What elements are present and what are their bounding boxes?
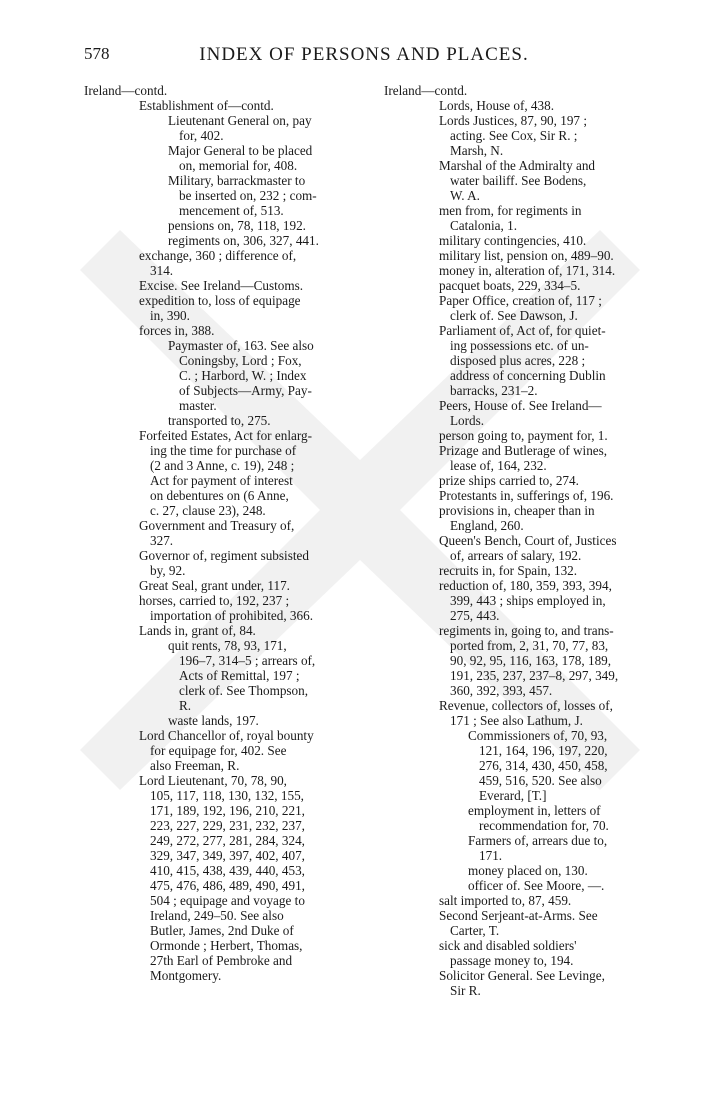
index-entry-line: Coningsby, Lord ; Fox, — [179, 353, 302, 368]
index-entry-line: Commissioners of, 70, 93, — [468, 728, 608, 743]
index-entry-line: forces in, 388. — [139, 323, 215, 338]
index-entry-line: men from, for regiments in — [439, 203, 582, 218]
index-entry-line: Ireland—contd. — [84, 83, 168, 98]
index-entry-line: pacquet boats, 229, 334–5. — [439, 278, 581, 293]
index-column-left — [84, 83, 346, 983]
index-entry-line: 27th Earl of Pembroke and — [150, 953, 293, 968]
index-entry-line: address of concerning Dublin — [450, 368, 606, 383]
index-entry-line: employment in, letters of — [468, 803, 601, 818]
index-entry-line: officer of. See Moore, —. — [468, 878, 605, 893]
index-entry-line: recruits in, for Spain, 132. — [439, 563, 578, 578]
index-entry-line: England, 260. — [450, 518, 524, 533]
index-entry-line: Government and Treasury of, — [139, 518, 295, 533]
page-number: 578 — [84, 44, 110, 63]
index-entry-line: R. — [179, 698, 192, 713]
index-entry-line: salt imported to, 87, 459. — [439, 893, 572, 908]
index-entry-line: Farmers of, arrears due to, — [468, 833, 608, 848]
index-entry-line: ing possessions etc. of un- — [450, 338, 589, 353]
index-entry-line: prize ships carried to, 274. — [439, 473, 579, 488]
index-entry-line: Lords Justices, 87, 90, 197 ; — [439, 113, 587, 128]
index-entry-line: Marshal of the Admiralty and — [439, 158, 596, 173]
index-entry-line: master. — [179, 398, 217, 413]
index-entry-line: Establishment of—contd. — [139, 98, 274, 113]
index-entry-line: 249, 272, 277, 281, 284, 324, — [150, 833, 305, 848]
index-entry-line: be inserted on, 232 ; com- — [179, 188, 317, 203]
index-entry-line: Carter, T. — [450, 923, 500, 938]
index-entry-line: water bailiff. See Bodens, — [450, 173, 587, 188]
index-entry-line: C. ; Harbord, W. ; Index — [179, 368, 307, 383]
index-entry-line: Lord Lieutenant, 70, 78, 90, — [139, 773, 287, 788]
index-entry-line: 191, 235, 237, 237–8, 297, 349, — [450, 668, 619, 683]
index-entry-line: 329, 347, 349, 397, 402, 407, — [150, 848, 305, 863]
index-entry-line: provisions in, cheaper than in — [439, 503, 595, 518]
index-entry-line: 223, 227, 229, 231, 232, 237, — [150, 818, 305, 833]
index-entry-line: pensions on, 78, 118, 192. — [168, 218, 306, 233]
index-entry-line: Acts of Remittal, 197 ; — [179, 668, 300, 683]
index-entry-line: regiments on, 306, 327, 441. — [168, 233, 319, 248]
index-entry-line: person going to, payment for, 1. — [439, 428, 608, 443]
index-entry-line: Excise. See Ireland—Customs. — [139, 278, 304, 293]
index-entry-line: 327. — [150, 533, 174, 548]
index-entry-line: money placed on, 130. — [468, 863, 588, 878]
index-entry-line: Governor of, regiment subsisted — [139, 548, 309, 563]
index-entry-line: military list, pension on, 489–90. — [439, 248, 614, 263]
index-entry-line: Major General to be placed — [168, 143, 313, 158]
index-entry-line: clerk of. See Dawson, J. — [450, 308, 578, 323]
index-entry-line: Lord Chancellor of, royal bounty — [139, 728, 314, 743]
index-entry-line: 121, 164, 196, 197, 220, — [479, 743, 608, 758]
index-entry-line: Sir R. — [450, 983, 481, 998]
index-entry-line: Act for payment of interest — [150, 473, 293, 488]
index-entry-line: 459, 516, 520. See also — [479, 773, 602, 788]
index-entry-line: barracks, 231–2. — [450, 383, 538, 398]
index-entry-line: c. 27, clause 23), 248. — [150, 503, 266, 518]
index-entry-line: Parliament of, Act of, for quiet- — [439, 323, 606, 338]
index-column-right — [384, 83, 642, 998]
index-entry-line: ing the time for purchase of — [150, 443, 297, 458]
index-entry-line: waste lands, 197. — [168, 713, 259, 728]
index-entry-line: 90, 92, 95, 116, 163, 178, 189, — [450, 653, 612, 668]
index-entry-line: Lords, House of, 438. — [439, 98, 555, 113]
index-entry-line: 105, 117, 118, 130, 132, 155, — [150, 788, 304, 803]
index-entry-line: 171. — [479, 848, 503, 863]
index-entry-line: 475, 476, 486, 489, 490, 491, — [150, 878, 305, 893]
index-entry-line: 276, 314, 430, 450, 458, — [479, 758, 608, 773]
index-entry-line: money in, alteration of, 171, 314. — [439, 263, 616, 278]
index-entry-line: Queen's Bench, Court of, Justices — [439, 533, 617, 548]
index-entry-line: 504 ; equipage and voyage to — [150, 893, 305, 908]
index-entry-line: acting. See Cox, Sir R. ; — [450, 128, 578, 143]
index-entry-line: Second Serjeant-at-Arms. See — [439, 908, 598, 923]
index-entry-line: Great Seal, grant under, 117. — [139, 578, 290, 593]
index-entry-line: expedition to, loss of equipage — [139, 293, 301, 308]
index-entry-line: ported from, 2, 31, 70, 77, 83, — [450, 638, 609, 653]
index-entry-line: transported to, 275. — [168, 413, 271, 428]
index-entry-line: Revenue, collectors of, losses of, — [439, 698, 613, 713]
index-entry-line: also Freeman, R. — [150, 758, 240, 773]
index-entry-line: 275, 443. — [450, 608, 500, 623]
index-entry-line: Lieutenant General on, pay — [168, 113, 312, 128]
index-entry-line: mencement of, 513. — [179, 203, 284, 218]
index-entry-line: Solicitor General. See Levinge, — [439, 968, 605, 983]
index-entry-line: sick and disabled soldiers' — [439, 938, 577, 953]
index-entry-line: Prizage and Butlerage of wines, — [439, 443, 608, 458]
index-entry-line: Peers, House of. See Ireland— — [439, 398, 602, 413]
index-entry-line: Lords. — [450, 413, 485, 428]
index-entry-line: reduction of, 180, 359, 393, 394, — [439, 578, 612, 593]
index-entry-line: clerk of. See Thompson, — [179, 683, 309, 698]
index-entry-line: horses, carried to, 192, 237 ; — [139, 593, 290, 608]
index-entry-line: of Subjects—Army, Pay- — [179, 383, 312, 398]
index-entry-line: Ireland—contd. — [384, 83, 468, 98]
index-entry-line: 196–7, 314–5 ; arrears of, — [179, 653, 316, 668]
index-entry-line: of, arrears of salary, 192. — [450, 548, 582, 563]
index-entry-line: for equipage for, 402. See — [150, 743, 287, 758]
index-entry-line: (2 and 3 Anne, c. 19), 248 ; — [150, 458, 295, 473]
index-entry-line: Montgomery. — [150, 968, 222, 983]
index-entry-line: Butler, James, 2nd Duke of — [150, 923, 294, 938]
index-entry-line: regiments in, going to, and trans- — [439, 623, 614, 638]
index-entry-line: 410, 415, 438, 439, 440, 453, — [150, 863, 305, 878]
index-entry-line: recommendation for, 70. — [479, 818, 609, 833]
index-entry-line: passage money to, 194. — [450, 953, 574, 968]
index-entry-line: Catalonia, 1. — [450, 218, 518, 233]
index-entry-line: disposed plus acres, 228 ; — [450, 353, 586, 368]
index-entry-line: 399, 443 ; ships employed in, — [450, 593, 606, 608]
index-entry-line: military contingencies, 410. — [439, 233, 587, 248]
index-entry-line: by, 92. — [150, 563, 186, 578]
index-entry-line: Protestants in, sufferings of, 196. — [439, 488, 614, 503]
index-entry-line: Lands in, grant of, 84. — [139, 623, 256, 638]
index-entry-line: Ireland, 249–50. See also — [150, 908, 284, 923]
index-entry-line: on debentures on (6 Anne, — [150, 488, 289, 503]
index-entry-line: Everard, [T.] — [479, 788, 547, 803]
index-entry-line: importation of prohibited, 366. — [150, 608, 313, 623]
index-entry-line: Paymaster of, 163. See also — [168, 338, 314, 353]
index-entry-line: 171, 189, 192, 196, 210, 221, — [150, 803, 305, 818]
index-entry-line: Paper Office, creation of, 117 ; — [439, 293, 602, 308]
index-entry-line: 171 ; See also Lathum, J. — [450, 713, 583, 728]
page-header — [84, 44, 644, 70]
running-title: INDEX OF PERSONS AND PLACES. — [199, 44, 529, 65]
index-entry-line: 360, 392, 393, 457. — [450, 683, 553, 698]
index-entry-line: on, memorial for, 408. — [179, 158, 298, 173]
index-entry-line: for, 402. — [179, 128, 224, 143]
index-entry-line: Ormonde ; Herbert, Thomas, — [150, 938, 303, 953]
index-entry-line: exchange, 360 ; difference of, — [139, 248, 297, 263]
index-entry-line: 314. — [150, 263, 174, 278]
index-entry-line: lease of, 164, 232. — [450, 458, 547, 473]
index-entry-line: Forfeited Estates, Act for enlarg- — [139, 428, 312, 443]
index-entry-line: quit rents, 78, 93, 171, — [168, 638, 287, 653]
index-entry-line: Marsh, N. — [450, 143, 504, 158]
index-entry-line: W. A. — [450, 188, 480, 203]
index-entry-line: Military, barrackmaster to — [168, 173, 306, 188]
index-entry-line: in, 390. — [150, 308, 190, 323]
